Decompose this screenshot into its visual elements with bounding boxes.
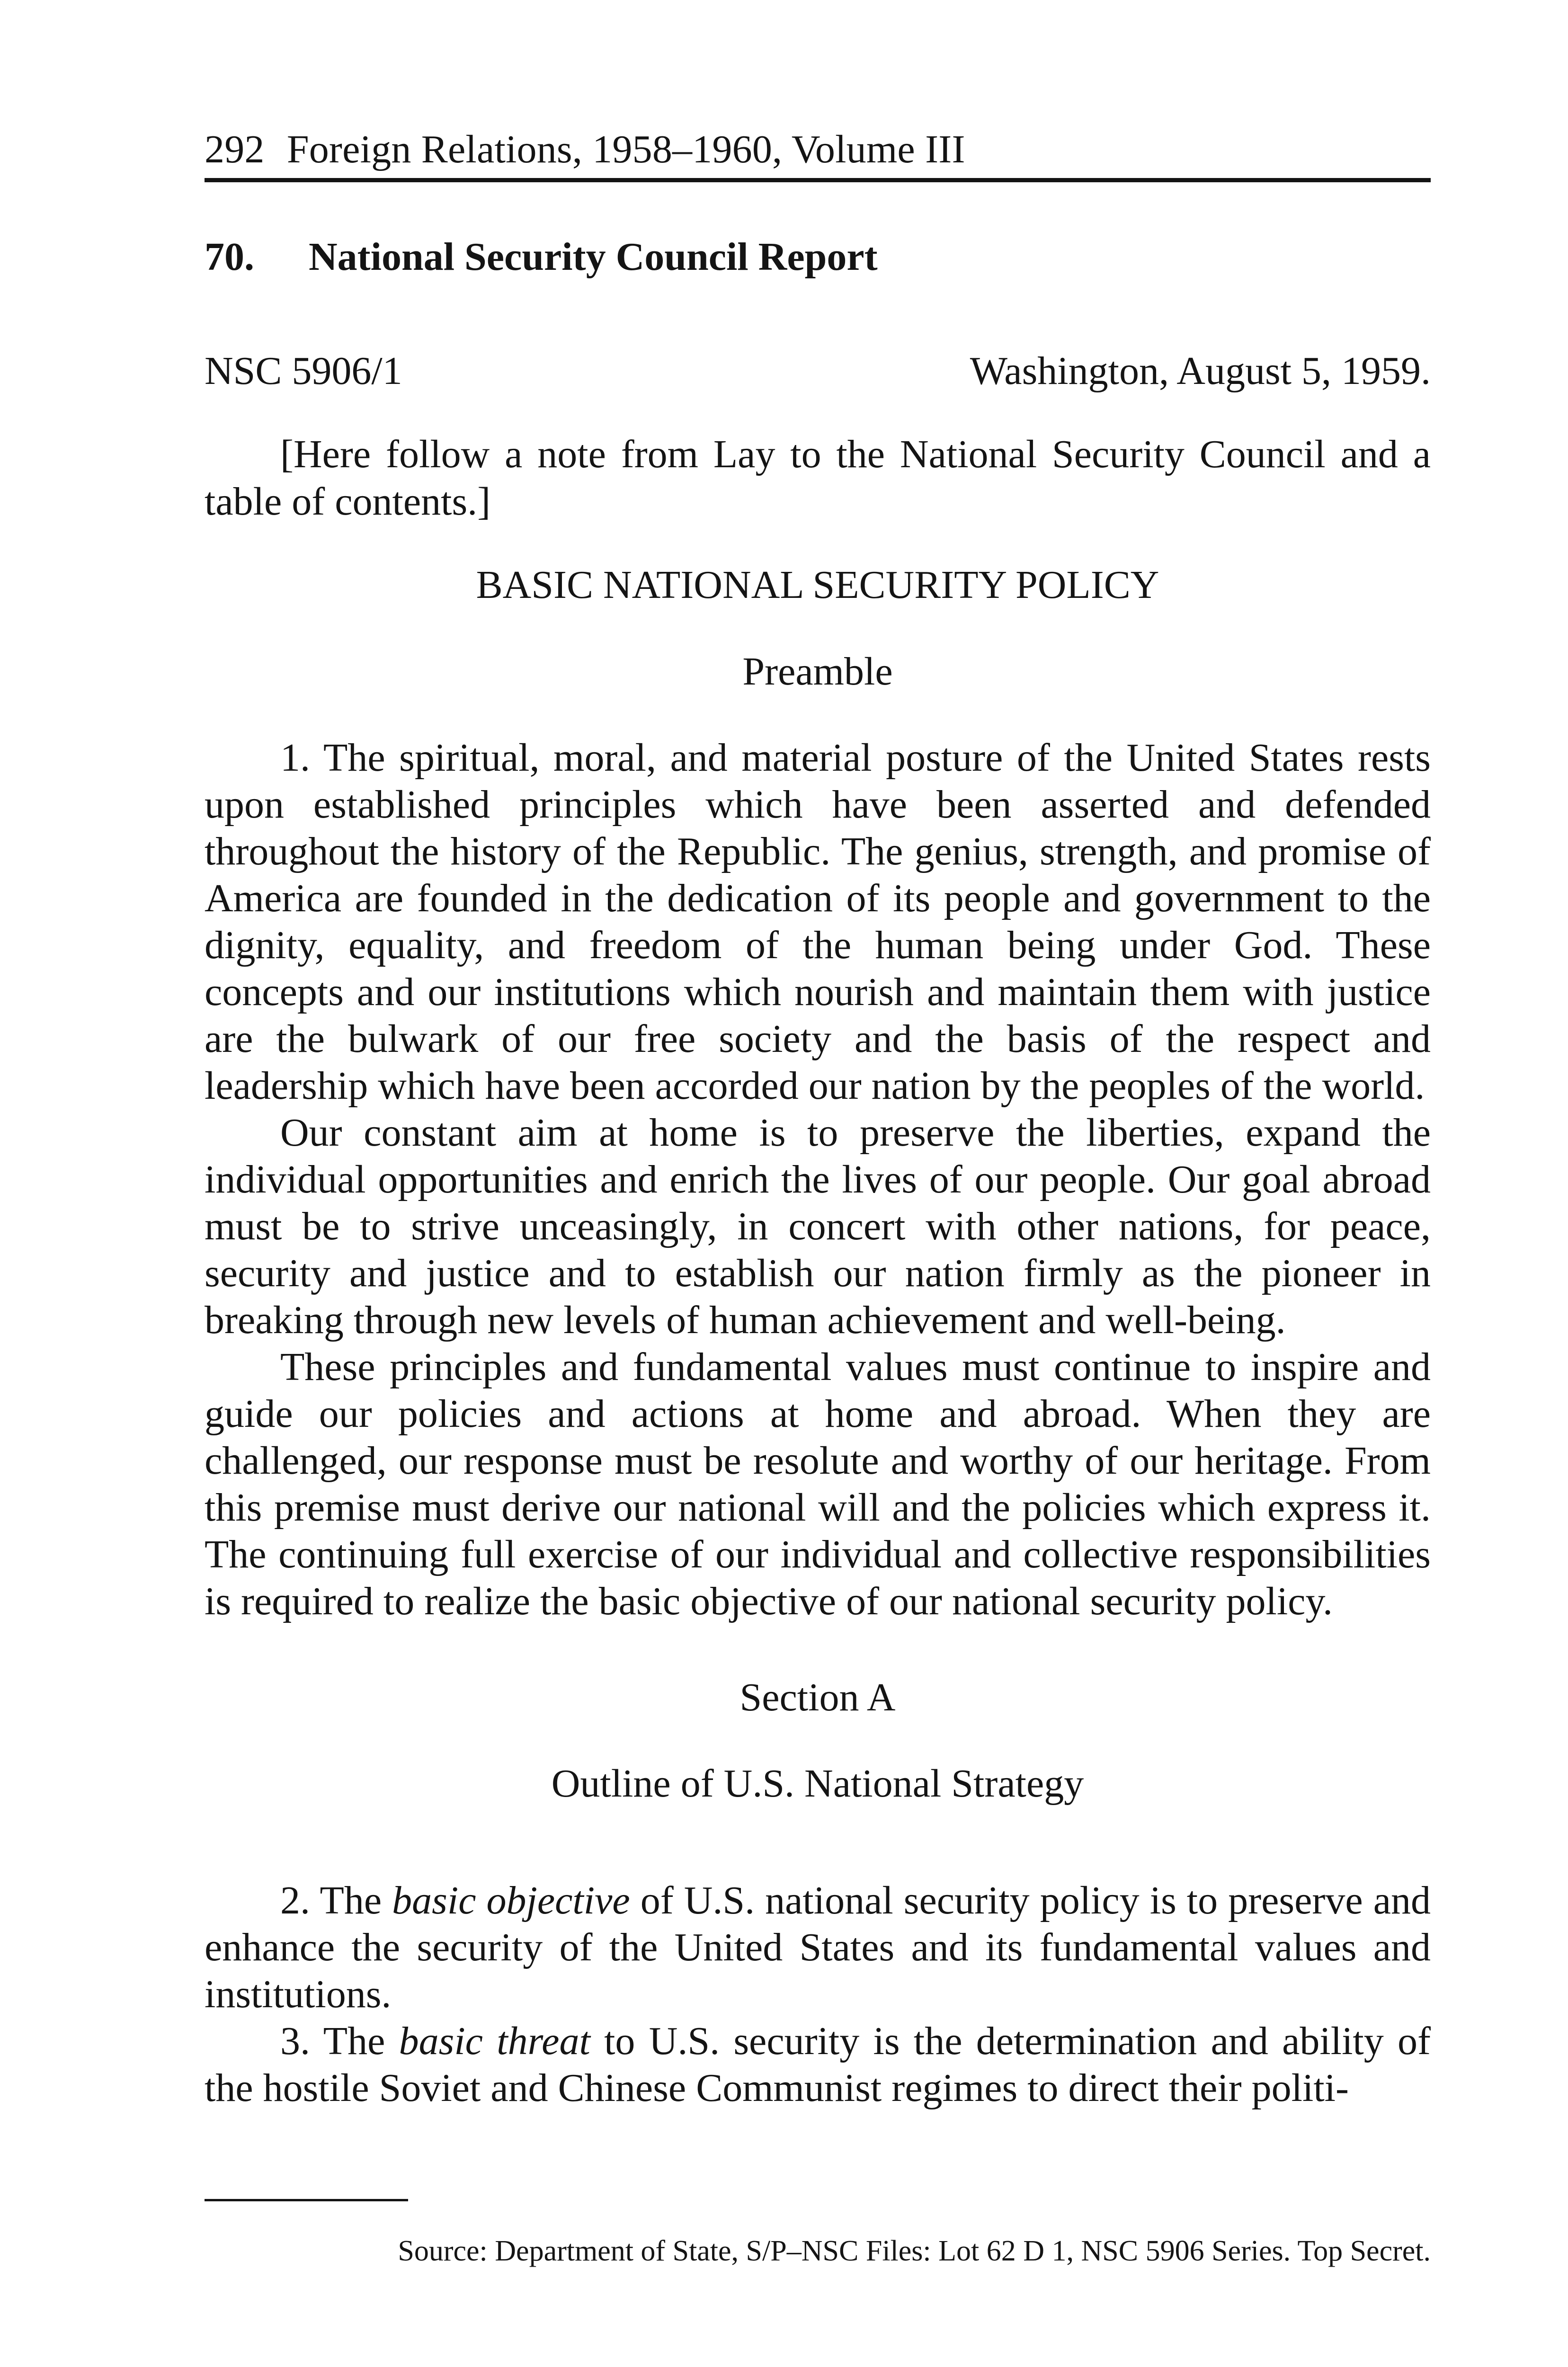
document-page	[205, 128, 1431, 2269]
outline-heading: Outline of U.S. National Strategy	[551, 1762, 1084, 1806]
document-title	[205, 235, 1431, 279]
policy-heading: BASIC NATIONAL SECURITY POLICY	[476, 563, 1159, 607]
document-number: 70.	[205, 235, 254, 279]
paragraph-body: to U.S. security is the determination and ability of the hostile Soviet and Chinese Communist regimes to direct their politi-	[205, 2019, 1431, 2110]
paragraph-basic-objective	[205, 1877, 1431, 2018]
running-head	[205, 128, 1431, 182]
document-title-text: National Security Council Report	[309, 235, 878, 279]
footnote-divider	[205, 2199, 408, 2201]
document-meta	[205, 349, 1431, 393]
paragraph-3: These principles and fundamental values must continue to inspire and guide our policies and actions at home and abroad. When they are challenged, our response must be resolute and worthy of our heritage. From this premise must derive our national will and the policies which express it. The continuing full exercise of our individual and collective responsibilities is required to realize the basic objective of our national security policy.	[205, 1344, 1431, 1623]
editorial-note: [Here follow a note from Lay to the National Security Council and a table of contents.]	[205, 432, 1431, 524]
preamble-heading: Preamble	[742, 649, 893, 694]
paragraph-lead: 3. The	[280, 2019, 399, 2063]
place-date: Washington, August 5, 1959.	[970, 348, 1431, 393]
paragraph-basic-threat	[205, 2018, 1431, 2111]
paragraph-1: 1. The spiritual, moral, and material posture of the United States rests upon established principles which have been asserted and defended throughout the history of the Republic. The genius, strength, and promise of America are founded in the dedication of its people and government to the dignity, equality, and freedom of the human being under God. These concepts and our institutions which nourish and maintain them with justice are the bulwark of our free society and the basis of the respect and leadership which have been accorded our nation by the peoples of the world.	[205, 735, 1431, 1108]
paragraph-lead: 2. The	[280, 1878, 392, 1922]
page-number: 292	[205, 127, 265, 171]
section-heading: Section A	[739, 1675, 896, 1719]
italic-term: basic threat	[399, 2019, 590, 2063]
paragraph-2: Our constant aim at home is to preserve the liberties, expand the individual opportunities and enrich the lives of our people. Our goal abroad must be to strive unceasingly, in concert with other nations, for peace, security and justice and to establish our nation firmly as the pioneer in breaking through new levels of human achievement and well-being.	[205, 1110, 1431, 1342]
series-title: Foreign Relations, 1958–1960, Volume III	[286, 127, 965, 171]
italic-term: basic objective	[392, 1878, 630, 1922]
paragraph-body: of U.S. national security policy is to preserve and enhance the security of the United States and its fundamental values and institutions.	[205, 1878, 1431, 2016]
document-identifier: NSC 5906/1	[205, 348, 402, 393]
source-footnote: Source: Department of State, S/P–NSC Files: Lot 62 D 1, NSC 5906 Series. Top Secret.	[398, 2234, 1431, 2267]
